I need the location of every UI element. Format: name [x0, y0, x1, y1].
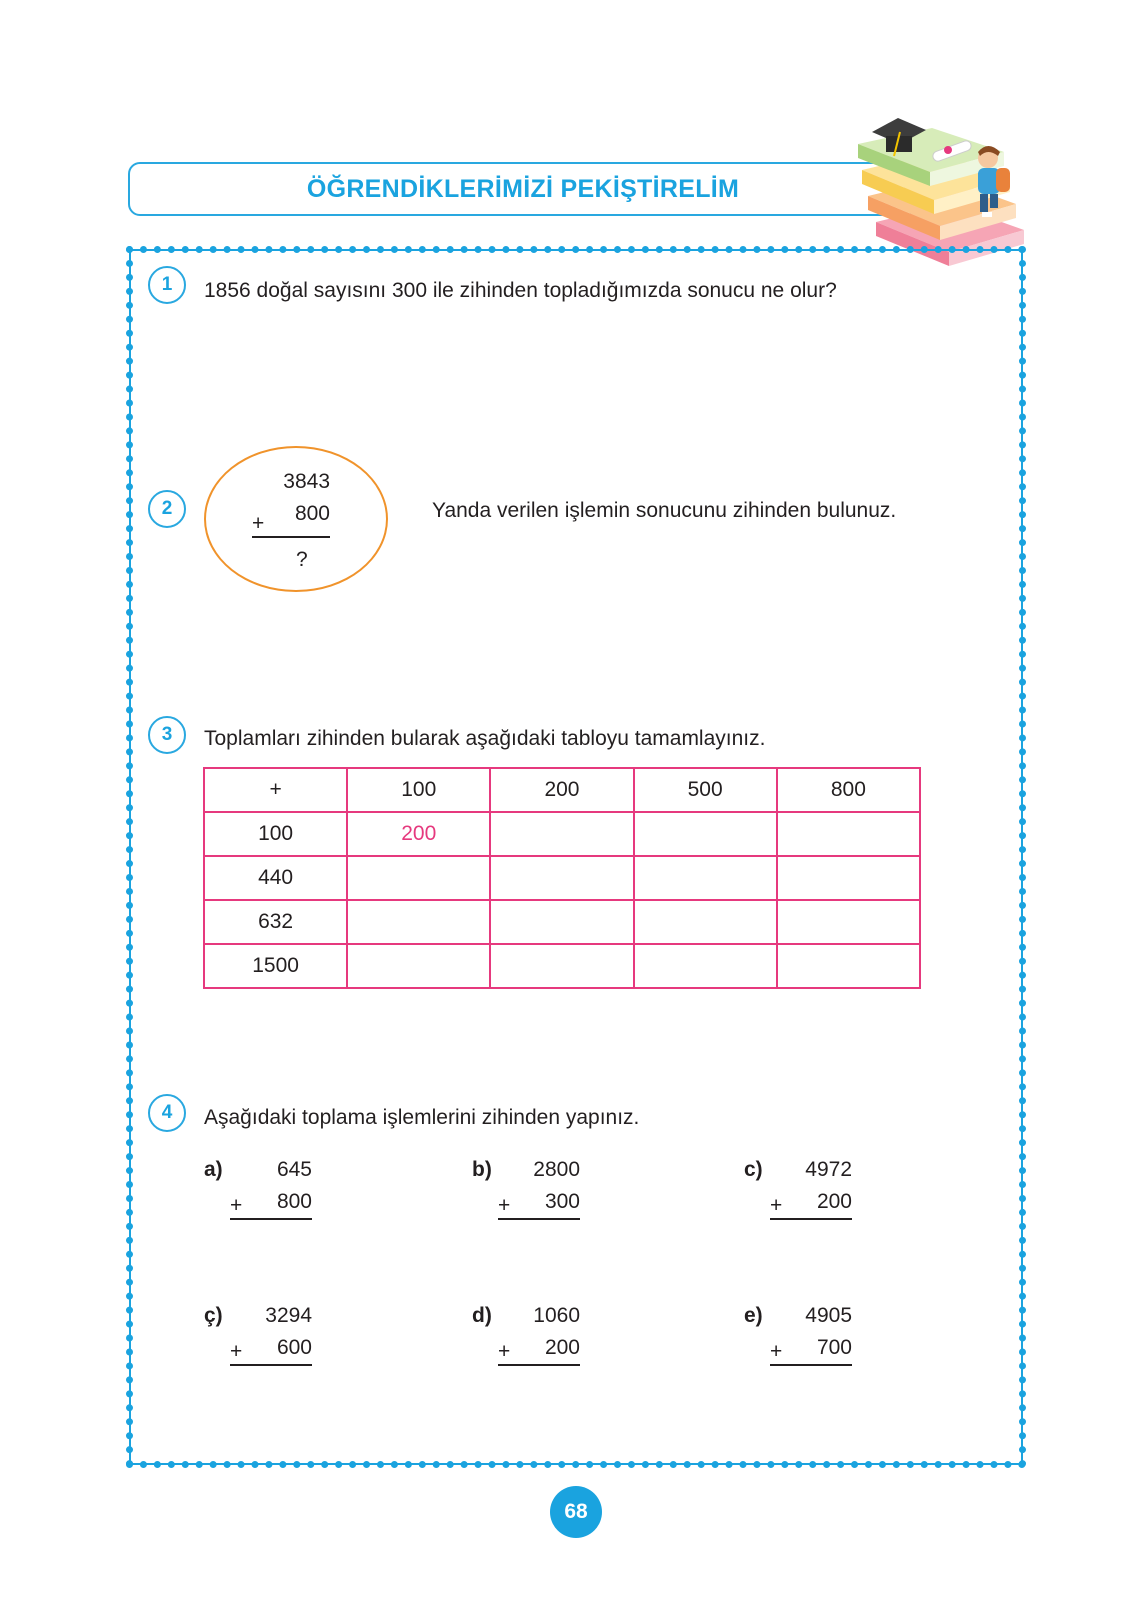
op-cc-top: 3294	[265, 1304, 312, 1327]
op-c-plus: +	[770, 1194, 783, 1217]
op-d-label: d)	[472, 1304, 492, 1327]
op-a-bottom: 800	[276, 1190, 312, 1213]
q2-bottom-number: 800	[294, 502, 330, 525]
q2-sum-line	[252, 536, 330, 538]
page-title: ÖĞRENDİKLERİMİZİ PEKİŞTİRELİM	[306, 175, 740, 203]
op-c-top: 4972	[805, 1158, 852, 1181]
op-cc-bottom: 600	[276, 1336, 312, 1359]
table-cell[interactable]	[777, 900, 920, 944]
table-cell-example-answer: 200	[347, 812, 490, 856]
op-a-plus: +	[230, 1194, 243, 1217]
question-3-number: 3	[148, 716, 186, 754]
op-cc-label: ç)	[204, 1304, 223, 1327]
table-row	[204, 944, 920, 988]
question-4-number: 4	[148, 1094, 186, 1132]
table-cell[interactable]	[634, 812, 777, 856]
page-number: 68	[550, 1486, 602, 1538]
table-column-header: 500	[634, 768, 777, 812]
addition-table	[203, 767, 921, 989]
table-row	[204, 900, 920, 944]
op-a-label: a)	[204, 1158, 223, 1181]
table-column-header: 800	[777, 768, 920, 812]
op-cc-plus: +	[230, 1340, 243, 1363]
op-c-line	[770, 1218, 852, 1220]
op-b-top: 2800	[533, 1158, 580, 1181]
q2-result: ?	[296, 548, 308, 571]
op-e-label: e)	[744, 1304, 763, 1327]
op-c-label: c)	[744, 1158, 763, 1181]
op-d-line	[498, 1364, 580, 1366]
op-e-bottom: 700	[816, 1336, 852, 1359]
table-cell[interactable]	[347, 944, 490, 988]
question-1-number: 1	[148, 266, 186, 304]
table-column-header: 200	[490, 768, 633, 812]
op-e-plus: +	[770, 1340, 783, 1363]
table-header-row	[204, 768, 920, 812]
table-cell[interactable]	[777, 944, 920, 988]
q2-top-number: 3843	[283, 470, 330, 493]
table-cell[interactable]	[347, 900, 490, 944]
table-cell[interactable]	[634, 900, 777, 944]
table-cell[interactable]	[777, 812, 920, 856]
question-2-number: 2	[148, 490, 186, 528]
op-d-top: 1060	[533, 1304, 580, 1327]
op-b-bottom: 300	[544, 1190, 580, 1213]
question-3-text: Toplamları zihinden bularak aşağıdaki tabloyu tamamlayınız.	[204, 727, 766, 750]
table-row-label: 440	[204, 856, 347, 900]
table-column-header: 100	[347, 768, 490, 812]
table-cell[interactable]	[490, 812, 633, 856]
table-cell[interactable]	[490, 856, 633, 900]
op-b-plus: +	[498, 1194, 511, 1217]
question-1-text: 1856 doğal sayısını 300 ile zihinden topladığımızda sonucu ne olur?	[204, 279, 837, 302]
table-row	[204, 856, 920, 900]
op-e-top: 4905	[805, 1304, 852, 1327]
op-a-line	[230, 1218, 312, 1220]
table-row	[204, 812, 920, 856]
op-b-line	[498, 1218, 580, 1220]
question-2-text: Yanda verilen işlemin sonucunu zihinden bulunuz.	[432, 499, 897, 522]
table-row-label: 1500	[204, 944, 347, 988]
op-c-bottom: 200	[816, 1190, 852, 1213]
table-row-label: 632	[204, 900, 347, 944]
table-cell[interactable]	[490, 944, 633, 988]
op-e-line	[770, 1364, 852, 1366]
table-row-label: 100	[204, 812, 347, 856]
table-cell[interactable]	[777, 856, 920, 900]
question-4-text: Aşağıdaki toplama işlemlerini zihinden yapınız.	[204, 1106, 640, 1129]
op-d-plus: +	[498, 1340, 511, 1363]
table-cell[interactable]	[634, 944, 777, 988]
q2-plus-sign: +	[252, 512, 265, 535]
table-corner-cell: +	[204, 768, 347, 812]
table-cell[interactable]	[490, 900, 633, 944]
op-cc-line	[230, 1364, 312, 1366]
op-b-label: b)	[472, 1158, 492, 1181]
table-cell[interactable]	[347, 856, 490, 900]
table-cell[interactable]	[634, 856, 777, 900]
op-d-bottom: 200	[544, 1336, 580, 1359]
op-a-top: 645	[276, 1158, 312, 1181]
